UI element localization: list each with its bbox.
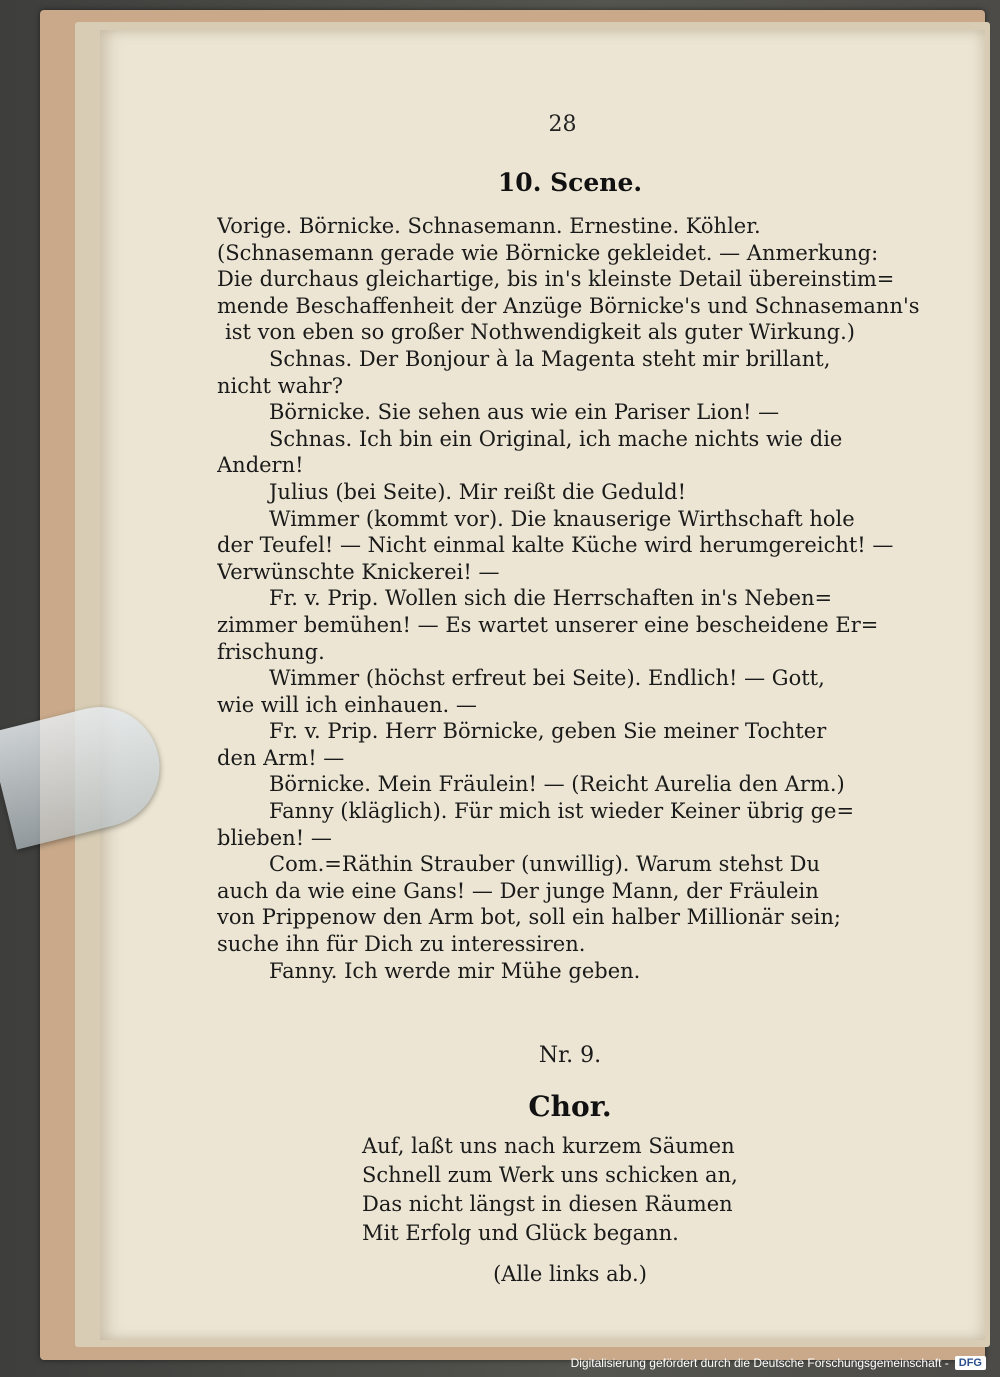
text-line: frischung. <box>217 639 325 664</box>
chorus-verse <box>362 1132 792 1248</box>
text-line: blieben! — <box>217 825 332 850</box>
dialogue-line: Börnicke. Mein Fräulein! — (Reicht Aurelia den Arm.) <box>269 772 845 797</box>
text-line: den Arm! — <box>217 745 345 770</box>
footer-credit <box>571 1353 986 1373</box>
text-line: auch da wie eine Gans! — Der junge Mann, der Fräulein <box>217 878 819 903</box>
text-line: mende Beschaffenheit der Anzüge Börnicke's und Schnasemann's <box>217 293 920 318</box>
dialogue-line: Fr. v. Prip. Wollen sich die Herrschaften in's Neben= <box>269 586 833 611</box>
dialogue-line: Wimmer (kommt vor). Die knauserige Wirthschaft hole <box>269 506 855 531</box>
verse-line: Auf, laßt uns nach kurzem Säumen <box>362 1134 735 1158</box>
text-line: wie will ich einhauen. — <box>217 692 477 717</box>
dialogue-line: Wimmer (höchst erfreut bei Seite). Endlich! — Gott, <box>269 666 825 691</box>
text-line: Andern! <box>217 453 304 478</box>
number-heading: Nr. 9. <box>538 1043 602 1068</box>
text-line: nicht wahr? <box>217 373 343 398</box>
play-text <box>217 213 922 984</box>
dialogue-line: Schnas. Der Bonjour à la Magenta steht mir brillant, <box>269 346 831 371</box>
text-line: der Teufel! — Nicht einmal kalte Küche wird herumgereicht! — <box>217 533 894 558</box>
text-line: (Schnasemann gerade wie Börnicke gekleidet. — Anmerkung: <box>217 240 879 265</box>
dialogue-line: Fanny. Ich werde mir Mühe geben. <box>269 958 641 983</box>
dialogue-line: Com.=Räthin Strauber (unwillig). Warum stehst Du <box>269 852 821 877</box>
text-line: Verwünschte Knickerei! — <box>217 559 500 584</box>
footer-text: Digitalisierung gefördert durch die Deutsche Forschungsgemeinschaft - <box>570 1356 949 1370</box>
dfg-logo: DFG <box>955 1356 986 1370</box>
page-number: 28 <box>548 112 577 137</box>
text-line: suche ihn für Dich zu interessiren. <box>217 932 586 957</box>
text-line: von Prippenow den Arm bot, soll ein halber Millionär sein; <box>217 905 841 930</box>
verse-line: Schnell zum Werk uns schicken an, <box>362 1163 738 1187</box>
chor-heading: Chor. <box>528 1090 612 1123</box>
text-line: ist von eben so großer Nothwendigkeit als guter Wirkung.) <box>225 320 855 345</box>
dialogue-line: Börnicke. Sie sehen aus wie ein Pariser Lion! — <box>269 400 780 425</box>
text-line: Vorige. Börnicke. Schnasemann. Ernestine. Köhler. <box>217 214 761 238</box>
dialogue-line: Schnas. Ich bin ein Original, ich mache nichts wie die <box>269 426 843 451</box>
dialogue-line: Julius (bei Seite). Mir reißt die Geduld! <box>269 479 687 504</box>
scene-heading: 10. Scene. <box>497 168 643 197</box>
text-line: zimmer bemühen! — Es wartet unserer eine bescheidene Er= <box>217 612 879 637</box>
dialogue-line: Fanny (kläglich). Für mich ist wieder Keiner übrig ge= <box>269 799 855 824</box>
verse-line: Mit Erfolg und Glück begann. <box>362 1221 679 1245</box>
text-line: Die durchaus gleichartige, bis in's kleinste Detail übereinstim= <box>217 267 895 292</box>
verse-line: Das nicht längst in diesen Räumen <box>362 1192 733 1216</box>
dialogue-line: Fr. v. Prip. Herr Börnicke, geben Sie meiner Tochter <box>269 719 827 744</box>
stage-direction: (Alle links ab.) <box>493 1262 647 1286</box>
